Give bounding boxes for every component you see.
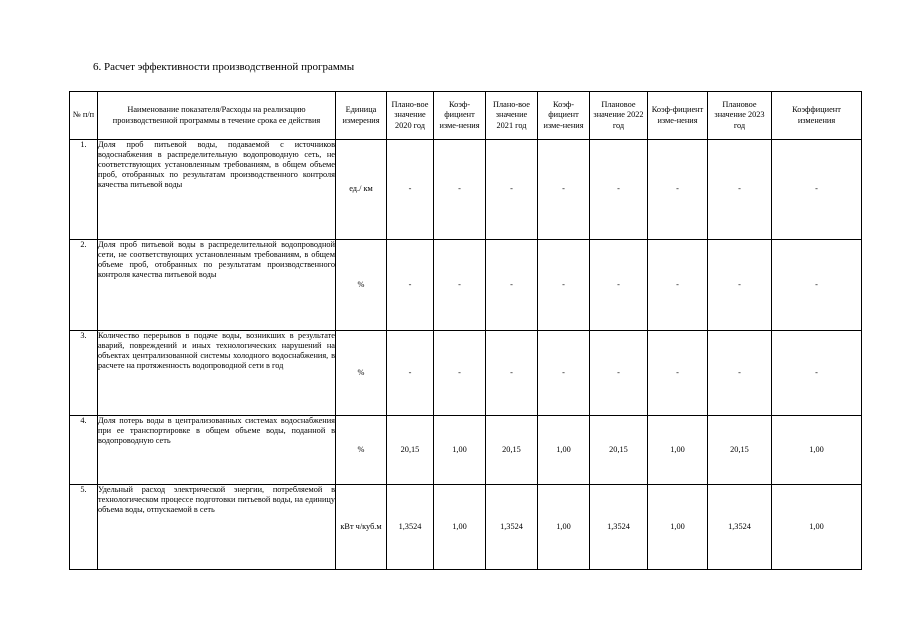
value-cell: -	[486, 240, 538, 331]
value-cell: 1,00	[434, 416, 486, 485]
value-cell: 1,00	[648, 485, 708, 570]
value-cell: -	[708, 240, 772, 331]
value-cell: -	[486, 331, 538, 416]
indicator-name: Доля проб питьевой воды в распределительной водопроводной сети, не соответствующих установленным требованиям, в общем объеме проб, отобранных по результатам производственного контроля качества питьевой воды	[98, 240, 336, 331]
indicator-name: Количество перерывов в подаче воды, возникших в результате аварий, повреждений и иных технологических нарушений на объектах централизованной системы холодного водоснабжения, в расчете на протяженность водопроводной сети в год	[98, 331, 336, 416]
value-cell: 20,15	[486, 416, 538, 485]
value-cell: 20,15	[590, 416, 648, 485]
value-cell: 1,3524	[590, 485, 648, 570]
value-cell: -	[538, 140, 590, 240]
header-cell: Плановое значение 2023 год	[708, 92, 772, 140]
unit-cell: %	[336, 240, 387, 331]
value-cell: -	[590, 331, 648, 416]
header-cell: Единица измерения	[336, 92, 387, 140]
value-cell: -	[434, 331, 486, 416]
value-cell: -	[387, 240, 434, 331]
value-cell: -	[486, 140, 538, 240]
header-cell: Коэф-фициент изме-нения	[648, 92, 708, 140]
value-cell: 1,00	[538, 416, 590, 485]
header-cell: Коэф-фициент изме-нения	[538, 92, 590, 140]
value-cell: -	[772, 240, 862, 331]
value-cell: 1,00	[772, 485, 862, 570]
value-cell: -	[708, 140, 772, 240]
table-row	[70, 331, 862, 416]
unit-cell: кВт ч/куб.м	[336, 485, 387, 570]
row-number: 2.	[70, 240, 98, 331]
value-cell: -	[648, 240, 708, 331]
value-cell: 1,00	[538, 485, 590, 570]
table-row	[70, 240, 862, 331]
value-cell: 1,00	[772, 416, 862, 485]
indicator-name: Доля проб питьевой воды, подаваемой с источников водоснабжения в распределительную водопроводную сеть, не соответствующих установленным требованиям, в общем объеме проб, отобранных по результатам производственного контроля качества питьевой воды	[98, 140, 336, 240]
header-cell: Наименование показателя/Расходы на реализацию производственной программы в течение срока ее действия	[98, 92, 336, 140]
value-cell: -	[434, 240, 486, 331]
section-title: 6. Расчет эффективности производственной программы	[93, 61, 355, 73]
row-number: 5.	[70, 485, 98, 570]
indicator-name: Удельный расход электрической энергии, потребляемой в технологическом процессе подготовки питьевой воды, на единицу объема воды, отпускаемой в сеть	[98, 485, 336, 570]
value-cell: 20,15	[708, 416, 772, 485]
table-header-row	[70, 92, 862, 140]
value-cell: -	[708, 331, 772, 416]
efficiency-table	[69, 91, 862, 570]
table-row	[70, 485, 862, 570]
value-cell: -	[772, 140, 862, 240]
value-cell: -	[772, 331, 862, 416]
value-cell: -	[648, 331, 708, 416]
value-cell: -	[538, 240, 590, 331]
value-cell: 1,3524	[708, 485, 772, 570]
table-row	[70, 140, 862, 240]
header-cell: Коэф-фициент изме-нения	[434, 92, 486, 140]
value-cell: 1,3524	[387, 485, 434, 570]
value-cell: 1,00	[648, 416, 708, 485]
value-cell: 20,15	[387, 416, 434, 485]
value-cell: -	[387, 140, 434, 240]
value-cell: -	[590, 140, 648, 240]
value-cell: -	[648, 140, 708, 240]
row-number: 1.	[70, 140, 98, 240]
unit-cell: %	[336, 416, 387, 485]
header-cell: Плано-вое значение 2020 год	[387, 92, 434, 140]
indicator-name: Доля потерь воды в централизованных системах водоснабжения при ее транспортировке в общем объеме воды, поданной в водопроводную сеть	[98, 416, 336, 485]
value-cell: -	[387, 331, 434, 416]
header-cell: Плановое значение 2022 год	[590, 92, 648, 140]
table-row	[70, 416, 862, 485]
row-number: 4.	[70, 416, 98, 485]
value-cell: -	[590, 240, 648, 331]
header-cell: Плано-вое значение 2021 год	[486, 92, 538, 140]
header-cell: № п/п	[70, 92, 98, 140]
value-cell: 1,3524	[486, 485, 538, 570]
value-cell: -	[538, 331, 590, 416]
unit-cell: %	[336, 331, 387, 416]
header-cell: Коэффициент изменения	[772, 92, 862, 140]
row-number: 3.	[70, 331, 98, 416]
value-cell: 1,00	[434, 485, 486, 570]
value-cell: -	[434, 140, 486, 240]
unit-cell: ед./ км	[336, 140, 387, 240]
